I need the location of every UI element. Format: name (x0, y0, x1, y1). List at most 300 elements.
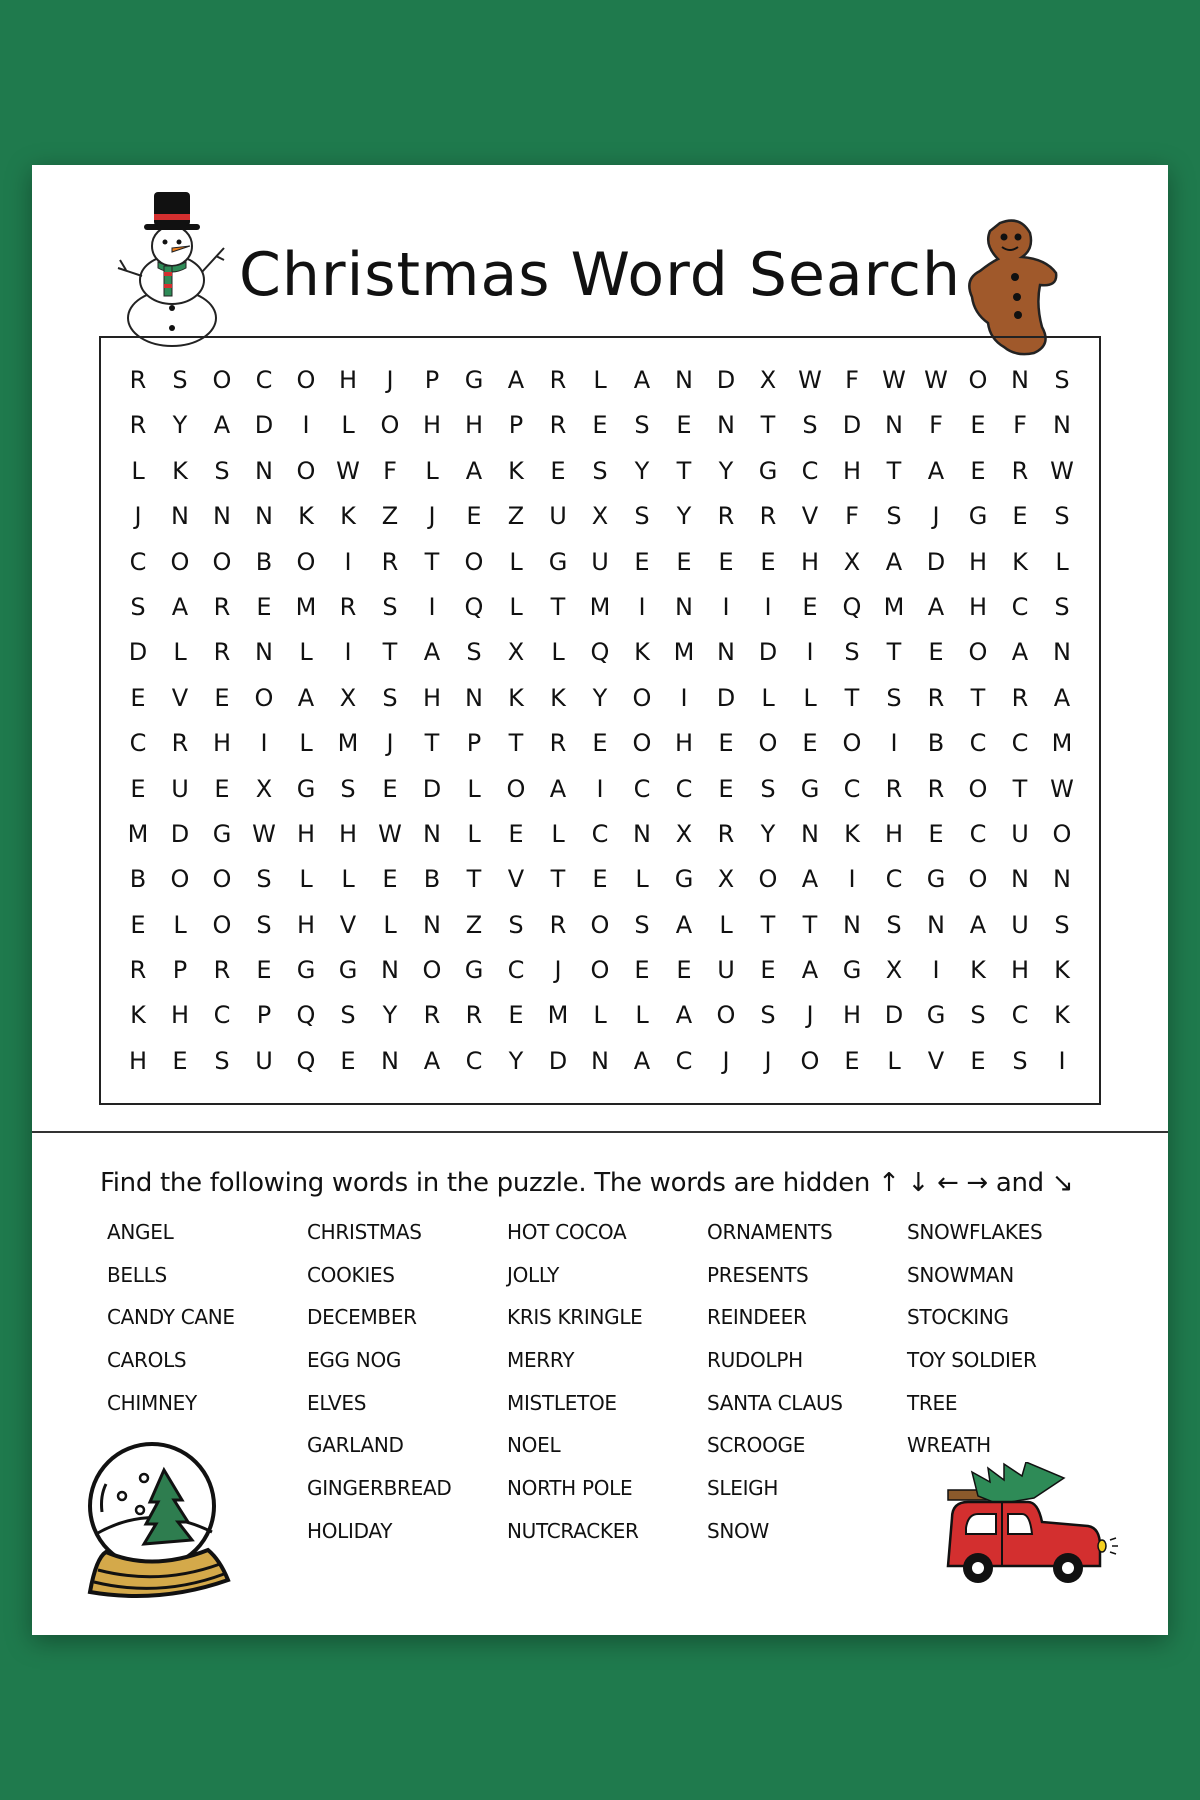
grid-cell[interactable]: N (255, 502, 273, 531)
grid-cell[interactable]: E (508, 1001, 524, 1030)
grid-cell[interactable]: L (719, 910, 733, 939)
grid-cell[interactable]: J (386, 729, 394, 758)
grid-cell[interactable]: I (932, 956, 940, 985)
grid-cell[interactable]: A (423, 638, 441, 667)
grid-cell[interactable]: W (336, 456, 360, 485)
grid-cell[interactable]: E (760, 956, 776, 985)
grid-cell[interactable]: E (172, 1046, 188, 1075)
grid-cell[interactable]: E (676, 411, 692, 440)
grid-cell[interactable]: A (927, 456, 945, 485)
grid-cell[interactable]: N (1053, 411, 1071, 440)
grid-cell[interactable]: Y (382, 1001, 398, 1030)
grid-cell[interactable]: U (171, 774, 189, 803)
grid-cell[interactable]: E (508, 819, 524, 848)
grid-cell[interactable]: R (171, 729, 189, 758)
grid-cell[interactable]: W (252, 819, 276, 848)
grid-cell[interactable]: K (1012, 547, 1028, 576)
grid-cell[interactable]: E (382, 774, 398, 803)
grid-cell[interactable]: O (758, 729, 778, 758)
grid-cell[interactable]: L (887, 1046, 901, 1075)
grid-cell[interactable]: U (549, 502, 567, 531)
grid-cell[interactable]: T (760, 411, 776, 440)
grid-cell[interactable]: F (845, 366, 859, 394)
grid-cell[interactable]: J (134, 502, 142, 531)
grid-cell[interactable]: X (255, 774, 273, 803)
grid-cell[interactable]: C (507, 956, 525, 985)
grid-cell[interactable]: E (130, 683, 146, 712)
grid-cell[interactable]: R (129, 411, 147, 440)
grid-cell[interactable]: N (381, 956, 399, 985)
grid-cell[interactable]: S (508, 910, 524, 939)
grid-cell[interactable]: G (464, 366, 484, 394)
grid-cell[interactable]: L (299, 865, 313, 894)
grid-cell[interactable]: C (675, 1046, 693, 1075)
grid-cell[interactable]: E (844, 1046, 860, 1075)
grid-cell[interactable]: O (968, 774, 988, 803)
grid-cell[interactable]: P (256, 1001, 272, 1030)
grid-cell[interactable]: I (302, 411, 310, 440)
grid-cell[interactable]: H (1010, 956, 1030, 985)
grid-cell[interactable]: R (339, 592, 357, 621)
grid-cell[interactable]: J (386, 366, 394, 394)
grid-cell[interactable]: R (423, 1001, 441, 1030)
grid-cell[interactable]: S (214, 456, 230, 485)
grid-cell[interactable]: E (802, 729, 818, 758)
grid-cell[interactable]: O (296, 456, 316, 485)
grid-cell[interactable]: Y (592, 683, 608, 712)
grid-cell[interactable]: S (634, 411, 650, 440)
grid-cell[interactable]: L (803, 683, 817, 712)
grid-cell[interactable]: O (380, 411, 400, 440)
grid-cell[interactable]: H (842, 1001, 862, 1030)
grid-cell[interactable]: X (591, 502, 609, 531)
grid-cell[interactable]: W (882, 366, 906, 394)
grid-cell[interactable]: U (717, 956, 735, 985)
grid-cell[interactable]: S (1054, 502, 1070, 531)
grid-cell[interactable]: R (129, 956, 147, 985)
grid-cell[interactable]: I (680, 683, 688, 712)
grid-cell[interactable]: A (213, 411, 231, 440)
grid-cell[interactable]: M (295, 592, 317, 621)
grid-cell[interactable]: O (296, 366, 316, 394)
grid-cell[interactable]: L (551, 819, 565, 848)
grid-cell[interactable]: Y (508, 1046, 524, 1075)
grid-cell[interactable]: A (675, 910, 693, 939)
grid-cell[interactable]: E (676, 956, 692, 985)
grid-cell[interactable]: Q (590, 638, 610, 667)
grid-cell[interactable]: R (549, 729, 567, 758)
grid-cell[interactable]: E (718, 774, 734, 803)
grid-cell[interactable]: T (676, 456, 692, 485)
grid-cell[interactable]: S (634, 502, 650, 531)
grid-cell[interactable]: W (798, 366, 822, 394)
grid-cell[interactable]: S (844, 638, 860, 667)
grid-cell[interactable]: N (255, 638, 273, 667)
grid-cell[interactable]: E (382, 865, 398, 894)
grid-cell[interactable]: G (800, 774, 820, 803)
grid-cell[interactable]: Y (676, 502, 692, 531)
grid-cell[interactable]: I (848, 865, 856, 894)
grid-cell[interactable]: A (549, 774, 567, 803)
grid-cell[interactable]: Q (296, 1046, 316, 1075)
grid-cell[interactable]: R (129, 366, 147, 394)
grid-cell[interactable]: N (1053, 865, 1071, 894)
grid-cell[interactable]: S (760, 774, 776, 803)
grid-cell[interactable]: J (554, 956, 562, 985)
grid-cell[interactable]: U (255, 1046, 273, 1075)
grid-cell[interactable]: L (383, 910, 397, 939)
grid-cell[interactable]: D (716, 366, 736, 394)
grid-cell[interactable]: J (806, 1001, 814, 1030)
grid-cell[interactable]: G (338, 956, 358, 985)
grid-cell[interactable]: M (127, 819, 149, 848)
grid-cell[interactable]: M (1051, 729, 1073, 758)
grid-cell[interactable]: O (800, 1046, 820, 1075)
grid-cell[interactable]: L (635, 865, 649, 894)
grid-cell[interactable]: L (593, 1001, 607, 1030)
grid-cell[interactable]: A (297, 683, 315, 712)
grid-cell[interactable]: N (717, 638, 735, 667)
grid-cell[interactable]: E (760, 547, 776, 576)
grid-cell[interactable]: E (970, 411, 986, 440)
grid-cell[interactable]: K (508, 683, 524, 712)
grid-cell[interactable]: O (212, 865, 232, 894)
grid-cell[interactable]: B (255, 547, 273, 576)
grid-cell[interactable]: S (1012, 1046, 1028, 1075)
grid-cell[interactable]: C (255, 366, 273, 394)
grid-cell[interactable]: E (970, 456, 986, 485)
grid-cell[interactable]: Y (172, 411, 188, 440)
grid-cell[interactable]: B (423, 865, 441, 894)
grid-cell[interactable]: O (170, 547, 190, 576)
grid-cell[interactable]: N (213, 502, 231, 531)
grid-cell[interactable]: S (130, 592, 146, 621)
grid-cell[interactable]: C (213, 1001, 231, 1030)
grid-cell[interactable]: S (592, 456, 608, 485)
grid-cell[interactable]: E (214, 774, 230, 803)
grid-cell[interactable]: H (296, 910, 316, 939)
grid-cell[interactable]: L (593, 366, 607, 394)
grid-cell[interactable]: W (378, 819, 402, 848)
grid-cell[interactable]: E (256, 592, 272, 621)
grid-cell[interactable]: I (764, 592, 772, 621)
grid-cell[interactable]: I (890, 729, 898, 758)
grid-cell[interactable]: C (843, 774, 861, 803)
grid-cell[interactable]: G (548, 547, 568, 576)
grid-cell[interactable]: O (254, 683, 274, 712)
grid-cell[interactable]: R (885, 774, 903, 803)
grid-cell[interactable]: T (382, 638, 398, 667)
grid-cell[interactable]: L (467, 774, 481, 803)
grid-cell[interactable]: T (550, 592, 566, 621)
grid-cell[interactable]: T (844, 683, 860, 712)
grid-cell[interactable]: H (170, 1001, 190, 1030)
grid-cell[interactable]: O (968, 638, 988, 667)
grid-cell[interactable]: R (927, 683, 945, 712)
grid-cell[interactable]: X (843, 547, 861, 576)
grid-cell[interactable]: A (675, 1001, 693, 1030)
grid-cell[interactable]: L (1055, 547, 1069, 576)
grid-cell[interactable]: C (633, 774, 651, 803)
grid-cell[interactable]: S (886, 683, 902, 712)
grid-cell[interactable]: F (845, 502, 859, 531)
grid-cell[interactable]: R (717, 502, 735, 531)
grid-cell[interactable]: A (969, 910, 987, 939)
grid-cell[interactable]: N (171, 502, 189, 531)
grid-cell[interactable]: N (801, 819, 819, 848)
grid-cell[interactable]: O (170, 865, 190, 894)
grid-cell[interactable]: C (1011, 592, 1029, 621)
grid-cell[interactable]: H (128, 1046, 148, 1075)
grid-cell[interactable]: E (676, 547, 692, 576)
grid-cell[interactable]: G (674, 865, 694, 894)
grid-cell[interactable]: C (1011, 729, 1029, 758)
grid-cell[interactable]: W (1050, 774, 1074, 803)
grid-cell[interactable]: C (675, 774, 693, 803)
grid-cell[interactable]: U (591, 547, 609, 576)
grid-cell[interactable]: E (928, 638, 944, 667)
grid-cell[interactable]: I (722, 592, 730, 621)
grid-cell[interactable]: M (337, 729, 359, 758)
grid-cell[interactable]: S (382, 683, 398, 712)
grid-cell[interactable]: L (173, 910, 187, 939)
grid-cell[interactable]: S (886, 910, 902, 939)
grid-cell[interactable]: O (968, 865, 988, 894)
grid-cell[interactable]: O (506, 774, 526, 803)
grid-cell[interactable]: H (464, 411, 484, 440)
grid-cell[interactable]: E (340, 1046, 356, 1075)
grid-cell[interactable]: O (590, 956, 610, 985)
grid-cell[interactable]: T (424, 547, 440, 576)
grid-cell[interactable]: V (339, 910, 357, 939)
grid-cell[interactable]: C (801, 456, 819, 485)
grid-cell[interactable]: N (927, 910, 945, 939)
grid-cell[interactable]: O (464, 547, 484, 576)
grid-cell[interactable]: A (171, 592, 189, 621)
grid-cell[interactable]: D (926, 547, 946, 576)
grid-cell[interactable]: R (549, 366, 567, 394)
grid-cell[interactable]: R (549, 411, 567, 440)
grid-cell[interactable]: W (1050, 456, 1074, 485)
grid-cell[interactable]: L (635, 1001, 649, 1030)
grid-cell[interactable]: D (128, 638, 148, 667)
grid-cell[interactable]: E (130, 774, 146, 803)
grid-cell[interactable]: I (806, 638, 814, 667)
grid-cell[interactable]: A (633, 366, 651, 394)
grid-cell[interactable]: S (340, 1001, 356, 1030)
grid-cell[interactable]: I (428, 592, 436, 621)
grid-cell[interactable]: C (465, 1046, 483, 1075)
grid-cell[interactable]: R (927, 774, 945, 803)
grid-cell[interactable]: O (212, 366, 232, 394)
grid-cell[interactable]: K (508, 456, 524, 485)
grid-cell[interactable]: M (547, 1001, 569, 1030)
grid-cell[interactable]: O (212, 547, 232, 576)
grid-cell[interactable]: D (422, 774, 442, 803)
grid-cell[interactable]: S (760, 1001, 776, 1030)
grid-cell[interactable]: G (464, 956, 484, 985)
grid-cell[interactable]: E (1012, 502, 1028, 531)
grid-cell[interactable]: R (549, 910, 567, 939)
grid-cell[interactable]: F (383, 456, 397, 485)
grid-cell[interactable]: I (260, 729, 268, 758)
grid-cell[interactable]: N (381, 1046, 399, 1075)
grid-cell[interactable]: C (591, 819, 609, 848)
grid-cell[interactable]: L (467, 819, 481, 848)
grid-cell[interactable]: L (341, 865, 355, 894)
grid-cell[interactable]: I (596, 774, 604, 803)
grid-cell[interactable]: V (507, 865, 525, 894)
grid-cell[interactable]: Z (381, 502, 399, 531)
grid-cell[interactable]: P (424, 366, 440, 394)
grid-cell[interactable]: V (801, 502, 819, 531)
grid-cell[interactable]: Z (507, 502, 525, 531)
grid-cell[interactable]: R (213, 592, 231, 621)
grid-cell[interactable]: Q (464, 592, 484, 621)
grid-cell[interactable]: S (802, 411, 818, 440)
grid-cell[interactable]: R (213, 638, 231, 667)
grid-cell[interactable]: C (129, 547, 147, 576)
grid-cell[interactable]: R (759, 502, 777, 531)
grid-cell[interactable]: K (1054, 956, 1070, 985)
grid-cell[interactable]: A (1053, 683, 1071, 712)
grid-cell[interactable]: G (968, 502, 988, 531)
grid-cell[interactable]: K (970, 956, 986, 985)
grid-cell[interactable]: F (929, 411, 943, 440)
grid-cell[interactable]: L (509, 547, 523, 576)
grid-cell[interactable]: T (1012, 774, 1028, 803)
grid-cell[interactable]: A (1011, 638, 1029, 667)
grid-cell[interactable]: L (131, 456, 145, 485)
grid-cell[interactable]: J (722, 1046, 730, 1075)
grid-cell[interactable]: T (424, 729, 440, 758)
grid-cell[interactable]: Q (296, 1001, 316, 1030)
grid-cell[interactable]: E (256, 956, 272, 985)
grid-cell[interactable]: V (171, 683, 189, 712)
grid-cell[interactable]: M (589, 592, 611, 621)
grid-cell[interactable]: L (761, 683, 775, 712)
grid-cell[interactable]: O (632, 729, 652, 758)
grid-cell[interactable]: E (130, 910, 146, 939)
grid-cell[interactable]: R (465, 1001, 483, 1030)
grid-cell[interactable]: N (633, 819, 651, 848)
grid-cell[interactable]: B (129, 865, 147, 894)
grid-cell[interactable]: S (1054, 366, 1070, 394)
grid-cell[interactable]: D (842, 411, 862, 440)
grid-cell[interactable]: G (296, 774, 316, 803)
grid-cell[interactable]: H (800, 547, 820, 576)
grid-cell[interactable]: S (256, 865, 272, 894)
grid-cell[interactable]: O (422, 956, 442, 985)
grid-cell[interactable]: S (634, 910, 650, 939)
grid-cell[interactable]: S (256, 910, 272, 939)
grid-cell[interactable]: E (634, 547, 650, 576)
grid-cell[interactable]: D (254, 411, 274, 440)
grid-cell[interactable]: O (632, 683, 652, 712)
grid-cell[interactable]: H (212, 729, 232, 758)
grid-cell[interactable]: S (382, 592, 398, 621)
grid-cell[interactable]: G (296, 956, 316, 985)
grid-cell[interactable]: L (173, 638, 187, 667)
grid-cell[interactable]: C (885, 865, 903, 894)
grid-cell[interactable]: T (970, 683, 986, 712)
grid-cell[interactable]: X (759, 366, 777, 394)
grid-cell[interactable]: S (172, 366, 188, 394)
grid-cell[interactable]: M (673, 638, 695, 667)
grid-cell[interactable]: R (1011, 456, 1029, 485)
grid-cell[interactable]: O (842, 729, 862, 758)
grid-cell[interactable]: E (718, 547, 734, 576)
grid-cell[interactable]: H (968, 547, 988, 576)
grid-cell[interactable]: Y (760, 819, 776, 848)
grid-cell[interactable]: N (423, 910, 441, 939)
grid-cell[interactable]: N (717, 411, 735, 440)
grid-cell[interactable]: X (717, 865, 735, 894)
grid-cell[interactable]: M (883, 592, 905, 621)
grid-cell[interactable]: S (340, 774, 356, 803)
grid-cell[interactable]: T (886, 456, 902, 485)
grid-cell[interactable]: U (1011, 819, 1029, 848)
grid-cell[interactable]: N (423, 819, 441, 848)
grid-cell[interactable]: U (1011, 910, 1029, 939)
grid-cell[interactable]: X (507, 638, 525, 667)
grid-cell[interactable]: T (802, 910, 818, 939)
grid-cell[interactable]: H (338, 819, 358, 848)
grid-cell[interactable]: C (969, 819, 987, 848)
grid-cell[interactable]: Y (718, 456, 734, 485)
grid-cell[interactable]: K (340, 502, 356, 531)
grid-cell[interactable]: H (842, 456, 862, 485)
grid-cell[interactable]: N (1053, 638, 1071, 667)
grid-cell[interactable]: L (509, 592, 523, 621)
grid-cell[interactable]: H (296, 819, 316, 848)
grid-cell[interactable]: H (422, 683, 442, 712)
grid-cell[interactable]: E (592, 865, 608, 894)
grid-cell[interactable]: I (1058, 1046, 1066, 1075)
grid-cell[interactable]: D (716, 683, 736, 712)
grid-cell[interactable]: E (634, 956, 650, 985)
grid-cell[interactable]: T (760, 910, 776, 939)
grid-cell[interactable]: K (172, 456, 188, 485)
grid-cell[interactable]: S (214, 1046, 230, 1075)
grid-cell[interactable]: O (1052, 819, 1072, 848)
grid-cell[interactable]: A (423, 1046, 441, 1075)
grid-cell[interactable]: B (927, 729, 945, 758)
grid-cell[interactable]: T (550, 865, 566, 894)
grid-cell[interactable]: N (255, 456, 273, 485)
grid-cell[interactable]: O (968, 366, 988, 394)
grid-cell[interactable]: G (926, 865, 946, 894)
grid-cell[interactable]: E (592, 411, 608, 440)
grid-cell[interactable]: D (758, 638, 778, 667)
grid-cell[interactable]: P (466, 729, 482, 758)
grid-cell[interactable]: R (381, 547, 399, 576)
grid-cell[interactable]: P (508, 411, 524, 440)
grid-cell[interactable]: K (298, 502, 314, 531)
grid-cell[interactable]: D (548, 1046, 568, 1075)
grid-cell[interactable]: N (843, 910, 861, 939)
grid-cell[interactable]: K (634, 638, 650, 667)
grid-cell[interactable]: H (338, 366, 358, 394)
grid-cell[interactable]: E (214, 683, 230, 712)
grid-cell[interactable]: S (1054, 592, 1070, 621)
grid-cell[interactable]: X (885, 956, 903, 985)
grid-cell[interactable]: H (674, 729, 694, 758)
grid-cell[interactable]: Y (634, 456, 650, 485)
grid-cell[interactable]: H (422, 411, 442, 440)
grid-cell[interactable]: O (590, 910, 610, 939)
grid-cell[interactable]: N (675, 366, 693, 394)
